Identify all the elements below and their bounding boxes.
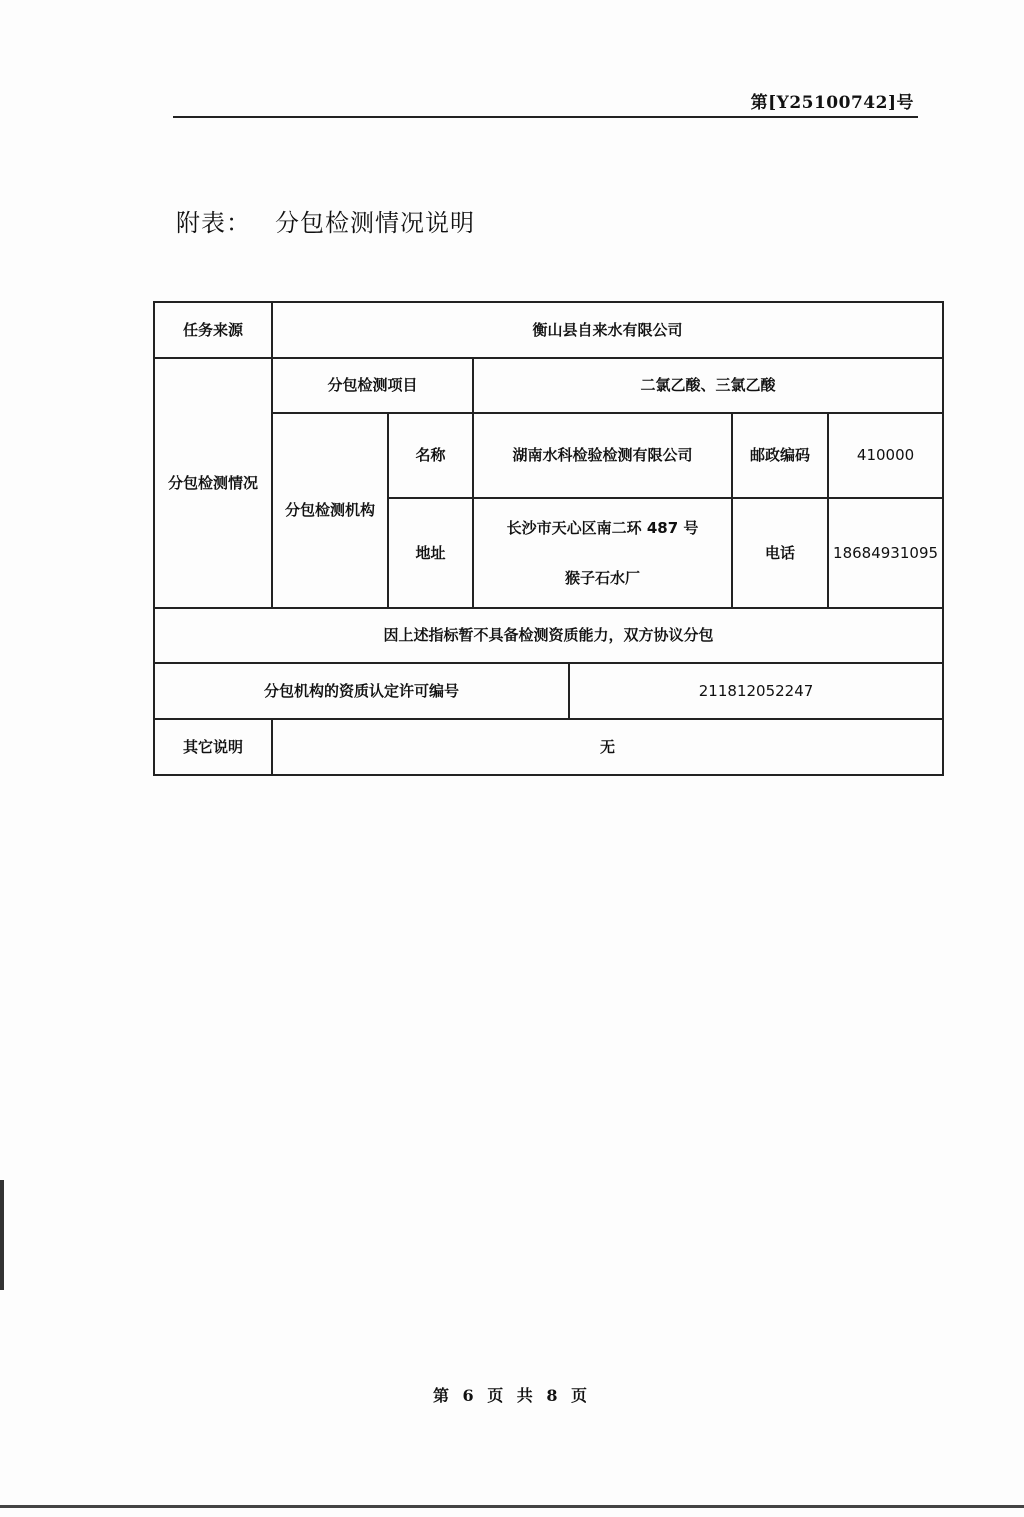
other-value: 无 (272, 719, 943, 775)
scan-edge-left (0, 1180, 4, 1290)
title-text: 分包检测情况说明 (275, 209, 475, 237)
address-line-2: 猴子石水厂 (564, 569, 640, 587)
report-number: 第[Y25100742]号 (750, 93, 914, 113)
subcontract-reason: 因上述指标暂不具备检测资质能力，双方协议分包 (154, 608, 943, 663)
name-value: 湖南水科检验检测有限公司 (473, 413, 732, 498)
address-value (473, 498, 732, 608)
title-prefix: 附表： (176, 209, 251, 237)
postcode-value: 410000 (828, 413, 943, 498)
header-rule (173, 116, 918, 118)
license-label: 分包机构的资质认定许可编号 (154, 663, 569, 719)
page-number: 第 6 页 共 8 页 (432, 1386, 592, 1405)
postcode-label: 邮政编码 (732, 413, 828, 498)
phone-label: 电话 (732, 498, 828, 608)
name-label: 名称 (388, 413, 473, 498)
license-value: 211812052247 (569, 663, 943, 719)
items-label: 分包检测项目 (272, 358, 473, 413)
address-line-1: 长沙市天心区南二环 487 号 (506, 518, 699, 537)
subcontract-table (153, 301, 944, 776)
org-label: 分包检测机构 (272, 413, 388, 608)
other-label: 其它说明 (154, 719, 272, 775)
phone-value: 18684931095 (828, 498, 943, 608)
task-source-value: 衡山县自来水有限公司 (272, 302, 943, 358)
task-source-label: 任务来源 (154, 302, 272, 358)
address-label: 地址 (388, 498, 473, 608)
page-title (176, 203, 475, 238)
scan-edge-bottom (0, 1505, 1024, 1508)
situation-label: 分包检测情况 (154, 358, 272, 608)
items-value: 二氯乙酸、三氯乙酸 (473, 358, 943, 413)
